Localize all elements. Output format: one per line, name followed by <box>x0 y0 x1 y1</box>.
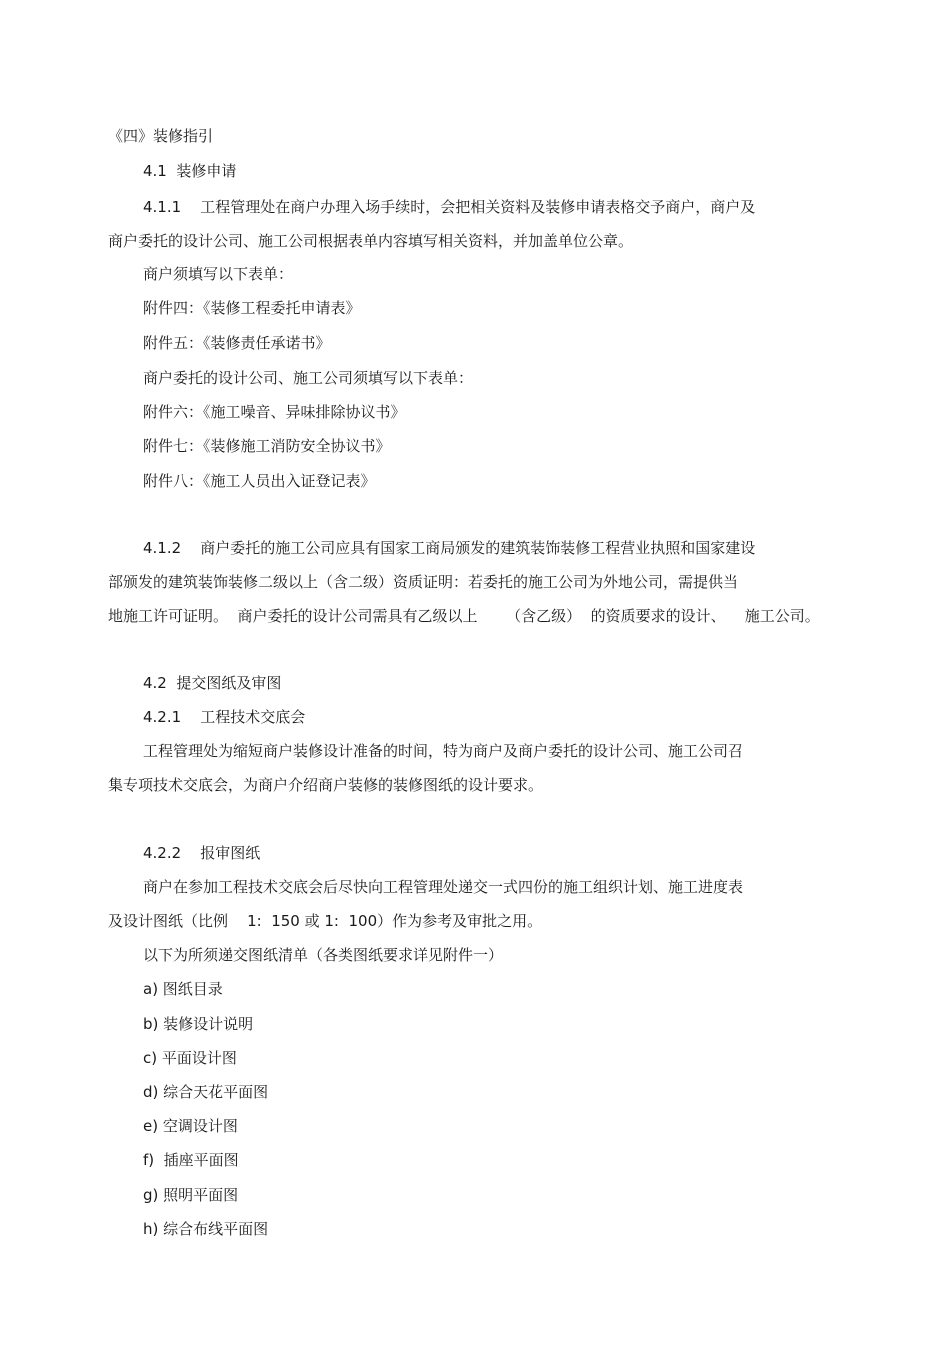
attachment-5: 附件五：《装修责任承诺书》 <box>143 334 331 352</box>
para-4-1-1-line2: 商户委托的设计公司、施工公司根据表单内容填写相关资料，并加盖单位公章。 <box>108 232 634 250</box>
attachment-7: 附件七：《装修施工消防安全协议书》 <box>143 437 391 455</box>
list-item: d) 综合天花平面图 <box>143 1083 269 1101</box>
contractor-forms-intro: 商户委托的设计公司、施工公司须填写以下表单： <box>143 369 474 387</box>
heading-4-2-2: 4.2.2 报审图纸 <box>143 844 261 862</box>
para-4-2-1-line1: 工程管理处为缩短商户装修设计准备的时间，特为商户及商户委托的设计公司、施工公司召 <box>143 742 744 760</box>
para-4-2-2-line1: 商户在参加工程技术交底会后尽快向工程管理处递交一式四份的施工组织计划、施工进度表 <box>143 878 744 896</box>
list-item: a) 图纸目录 <box>143 980 223 998</box>
attachment-8: 附件八：《施工人员出入证登记表》 <box>143 472 376 490</box>
attachment-6: 附件六：《施工噪音、异味排除协议书》 <box>143 403 406 421</box>
para-4-2-2-line2: 及设计图纸（比例 1: 150 或 1: 100）作为参考及审批之用。 <box>108 912 543 930</box>
list-item: e) 空调设计图 <box>143 1117 238 1135</box>
owner-forms-intro: 商户须填写以下表单： <box>143 265 294 283</box>
drawing-list-intro: 以下为所须递交图纸清单（各类图纸要求详见附件一） <box>143 946 504 964</box>
list-item: g) 照明平面图 <box>143 1186 239 1204</box>
para-4-1-2-line3: 地施工许可证明。 商户委托的设计公司需具有乙级以上 （含乙级） 的资质要求的设计、 施工公司。 <box>108 607 820 625</box>
heading-4-2-1: 4.2.1 工程技术交底会 <box>143 708 306 726</box>
section-title: 《四》装修指引 <box>108 127 214 145</box>
list-item: b) 装修设计说明 <box>143 1015 254 1033</box>
para-4-1-2-line1: 4.1.2 商户委托的施工公司应具有国家工商局颁发的建筑装饰装修工程营业执照和国家建设 <box>143 539 756 557</box>
para-4-1-1-line1: 4.1.1 工程管理处在商户办理入场手续时，会把相关资料及装修申请表格交予商户，商户及 <box>143 198 756 216</box>
heading-4-1: 4.1 装修申请 <box>143 162 237 180</box>
para-4-2-1-line2: 集专项技术交底会，为商户介绍商户装修的装修图纸的设计要求。 <box>108 776 544 794</box>
list-item: f) 插座平面图 <box>143 1151 239 1169</box>
para-4-1-2-line2: 部颁发的建筑装饰装修二级以上（含二级）资质证明：若委托的施工公司为外地公司，需提供当 <box>108 573 739 591</box>
heading-4-2: 4.2 提交图纸及审图 <box>143 674 282 692</box>
list-item: c) 平面设计图 <box>143 1049 237 1067</box>
list-item: h) 综合布线平面图 <box>143 1220 269 1238</box>
attachment-4: 附件四：《装修工程委托申请表》 <box>143 299 361 317</box>
